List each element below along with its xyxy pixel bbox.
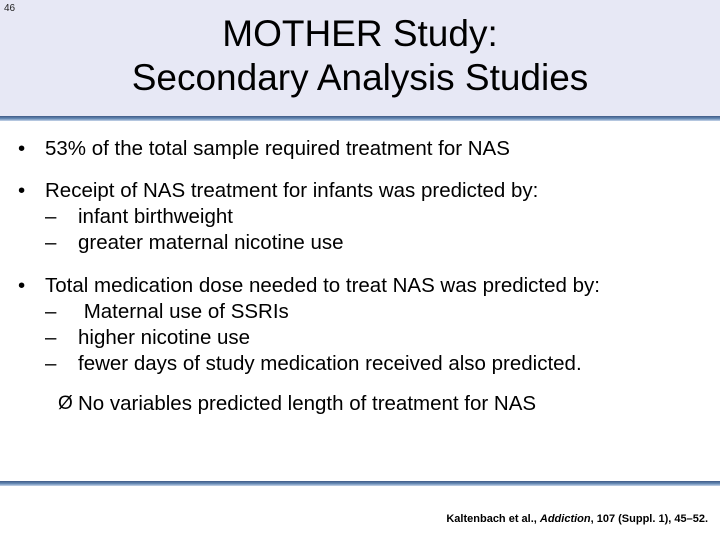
arrow-item-text: No variables predicted length of treatment for NAS [78, 392, 537, 415]
dash-icon: – [45, 352, 57, 375]
slide-title [0, 12, 720, 100]
arrow-icon: Ø [58, 393, 73, 414]
citation-journal: Addiction [539, 513, 591, 525]
bullet-icon: • [18, 179, 26, 202]
footer-divider-bar [0, 481, 720, 486]
bullet-icon: • [18, 274, 26, 297]
sub-item [18, 351, 708, 377]
dash-icon: – [45, 300, 57, 323]
arrow-item [18, 391, 708, 417]
sub-item-text: higher nicotine use [78, 326, 251, 349]
title-line-1: MOTHER Study: [222, 13, 498, 54]
header-divider-bar [0, 116, 720, 121]
bullet-item [18, 273, 708, 299]
sub-item [18, 204, 708, 230]
slide-header [0, 0, 720, 117]
bullet-icon: • [18, 137, 26, 160]
sub-item-text: infant birthweight [78, 205, 233, 228]
bullet-item [18, 178, 708, 204]
citation-authors: Kaltenbach et al., [446, 513, 540, 525]
slide-number: 46 [4, 3, 16, 14]
dash-icon: – [45, 326, 57, 349]
sub-item [18, 299, 708, 325]
bullet-text: Receipt of NAS treatment for infants was predicted by: [45, 179, 539, 202]
bullet-text: 53% of the total sample required treatment for NAS [45, 137, 510, 160]
citation-details: , 107 (Suppl. 1), 45–52. [590, 513, 708, 525]
sub-item [18, 325, 708, 351]
sub-item-text: fewer days of study medication received also predicted. [78, 352, 582, 375]
citation [446, 513, 708, 525]
bullet-text: Total medication dose needed to treat NAS was predicted by: [45, 274, 600, 297]
sub-item-text: Maternal use of SSRIs [78, 300, 289, 323]
bullet-item [18, 136, 708, 162]
sub-item-text: greater maternal nicotine use [78, 231, 344, 254]
sub-item [18, 230, 708, 256]
dash-icon: – [45, 205, 57, 228]
title-line-2: Secondary Analysis Studies [131, 57, 589, 98]
dash-icon: – [45, 231, 57, 254]
slide-body [18, 136, 708, 417]
